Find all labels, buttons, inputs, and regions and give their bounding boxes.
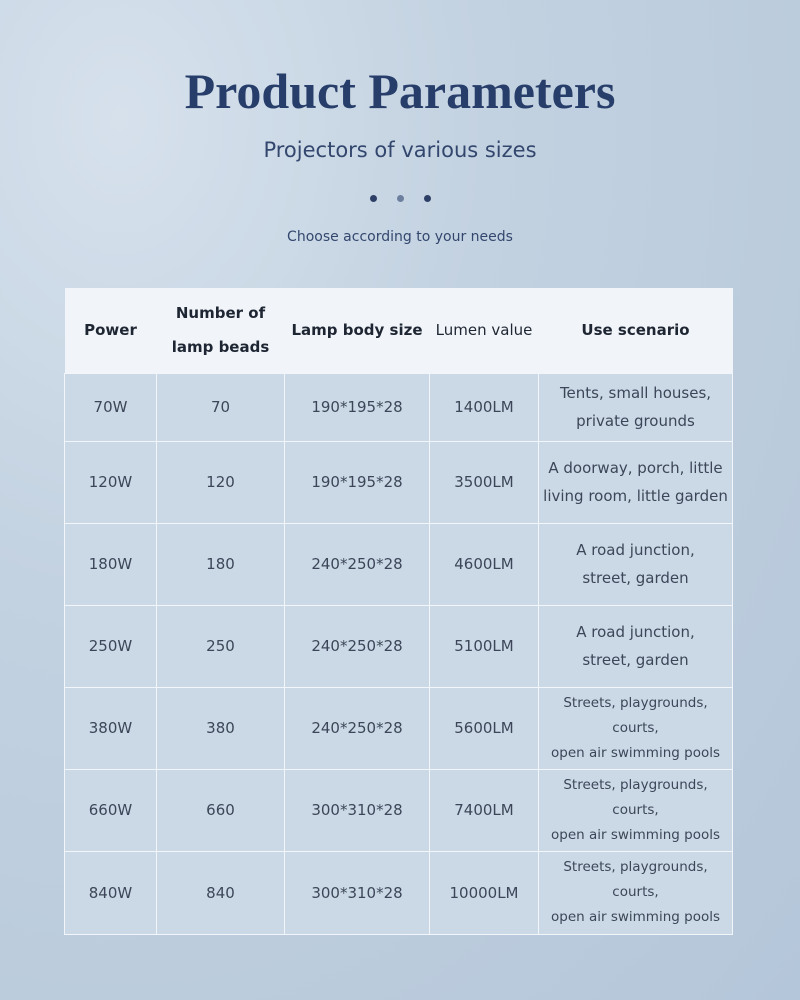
scenario-line: street, garden <box>582 569 689 587</box>
scenario-line: Streets, playgrounds, courts, <box>563 776 708 818</box>
cell-lumen: 3500LM <box>430 441 539 523</box>
cell-scenario <box>539 851 733 934</box>
scenario-line: Streets, playgrounds, courts, <box>563 859 708 900</box>
table-row <box>65 851 733 934</box>
scenario-line: A doorway, porch, little <box>548 459 723 477</box>
column-header-lumen: Lumen value <box>430 288 539 373</box>
cell-power: 180W <box>65 523 157 605</box>
cell-power: 840W <box>65 851 157 934</box>
parameters-table <box>64 288 733 935</box>
dot-icon <box>397 195 404 202</box>
cell-scenario <box>539 605 733 687</box>
table-row <box>65 441 733 523</box>
cell-beads: 380 <box>157 687 285 769</box>
column-header-use-scenario: Use scenario <box>539 288 733 373</box>
cell-lumen: 1400LM <box>430 373 539 441</box>
cell-beads: 120 <box>157 441 285 523</box>
table-header-row <box>65 288 733 373</box>
scenario-line: A road junction, <box>576 541 695 559</box>
cell-beads: 840 <box>157 851 285 934</box>
cell-power: 120W <box>65 441 157 523</box>
scenario-line: open air swimming pools <box>550 909 720 925</box>
scenario-line: open air swimming pools <box>550 826 720 843</box>
cell-size: 240*250*28 <box>285 523 430 605</box>
scenario-line: A road junction, <box>576 623 695 641</box>
page-title: Product Parameters <box>184 63 616 119</box>
dot-icon <box>370 195 377 202</box>
cell-lumen: 5600LM <box>430 687 539 769</box>
cell-beads: 660 <box>157 769 285 851</box>
cell-lumen: 5100LM <box>430 605 539 687</box>
cell-size: 240*250*28 <box>285 687 430 769</box>
cell-beads: 70 <box>157 373 285 441</box>
column-header-power: Power <box>65 288 157 373</box>
table-row <box>65 687 733 769</box>
cell-lumen: 10000LM <box>430 851 539 934</box>
cell-size: 300*310*28 <box>285 769 430 851</box>
cell-size: 300*310*28 <box>285 851 430 934</box>
cell-scenario <box>539 769 733 851</box>
table-row <box>65 769 733 851</box>
scenario-line: private grounds <box>576 412 695 430</box>
cell-power: 70W <box>65 373 157 441</box>
cell-power: 250W <box>65 605 157 687</box>
scenario-line: street, garden <box>582 651 689 669</box>
cell-power: 380W <box>65 687 157 769</box>
page-subtitle: Projectors of various sizes <box>263 138 537 162</box>
cell-size: 190*195*28 <box>285 441 430 523</box>
cell-lumen: 7400LM <box>430 769 539 851</box>
cell-scenario <box>539 441 733 523</box>
cell-scenario <box>539 373 733 441</box>
cell-lumen: 4600LM <box>430 523 539 605</box>
decorative-dots <box>0 195 800 202</box>
column-header-lamp-beads: Number of lamp beads <box>157 288 285 373</box>
scenario-line: living room, little garden <box>543 487 728 505</box>
cell-power: 660W <box>65 769 157 851</box>
cell-beads: 180 <box>157 523 285 605</box>
cell-beads: 250 <box>157 605 285 687</box>
scenario-line: open air swimming pools <box>550 744 720 761</box>
cell-scenario <box>539 523 733 605</box>
cell-size: 240*250*28 <box>285 605 430 687</box>
dot-icon <box>424 195 431 202</box>
table-row <box>65 523 733 605</box>
table-row <box>65 605 733 687</box>
table-row <box>65 373 733 441</box>
cell-size: 190*195*28 <box>285 373 430 441</box>
column-header-body-size: Lamp body size <box>285 288 430 373</box>
scenario-line: Streets, playgrounds, courts, <box>563 694 708 736</box>
page-tagline: Choose according to your needs <box>287 229 513 245</box>
cell-scenario <box>539 687 733 769</box>
scenario-line: Tents, small houses, <box>559 384 712 402</box>
